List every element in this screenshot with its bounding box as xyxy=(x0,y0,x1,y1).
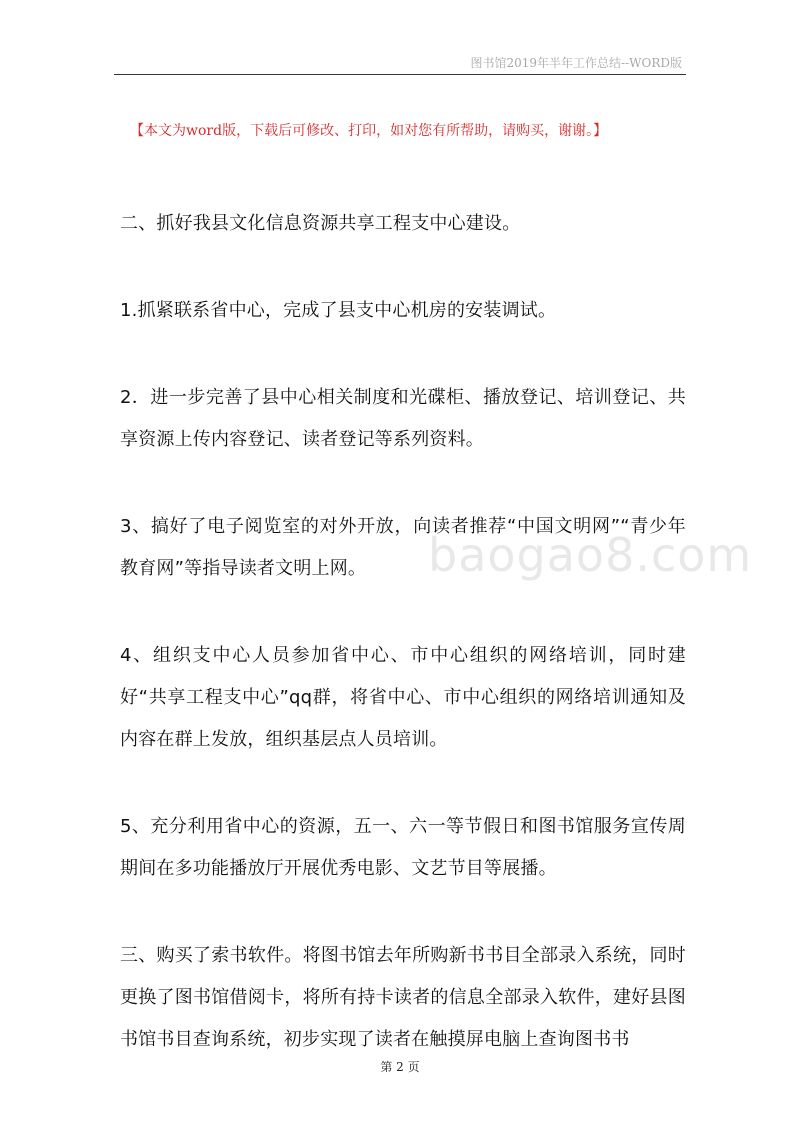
paragraph: 5、充分利用省中心的资源，五一、六一等节假日和图书馆服务宣传周期间在多功能播放厅开展优秀电影、文艺节目等展播。 xyxy=(120,816,686,879)
paragraph: 4、组织支中心人员参加省中心、市中心组织的网络培训，同时建好“共享工程支中心”qq群，将省中心、市中心组织的网络培训通知及内容在群上发放，组织基层点人员培训。 xyxy=(120,645,686,750)
running-header: 图书馆2019年半年工作总结--WORD版 xyxy=(470,56,682,70)
purchase-notice: 【本文为word版，下载后可修改、打印，如对您有所帮助，请购买，谢谢。】 xyxy=(130,123,608,139)
paragraph: 2．进一步完善了县中心相关制度和光碟柜、播放登记、培训登记、共享资源上传内容登记、读者登记等系列资料。 xyxy=(120,387,686,450)
document-body xyxy=(120,203,686,1106)
paragraph: 三、购买了索书软件。将图书馆去年所购新书书目全部录入系统，同时更换了图书馆借阅卡，将所有持卡读者的信息全部录入软件，建好县图书馆书目查询系统，初步实现了读者在触摸屏电脑上查询图书书 xyxy=(120,945,686,1050)
paragraph: 二、抓好我县文化信息资源共享工程支中心建设。 xyxy=(120,213,521,234)
paragraph: 3、搞好了电子阅览室的对外开放，向读者推荐“中国文明网”“青少年教育网”等指导读者文明上网。 xyxy=(120,516,686,579)
watermark: baogao8.com xyxy=(428,528,753,582)
header-divider xyxy=(114,74,686,75)
page-number: 第 2 页 xyxy=(380,1060,420,1074)
paragraph: 1.抓紧联系省中心，完成了县支中心机房的安装调试。 xyxy=(120,300,557,321)
